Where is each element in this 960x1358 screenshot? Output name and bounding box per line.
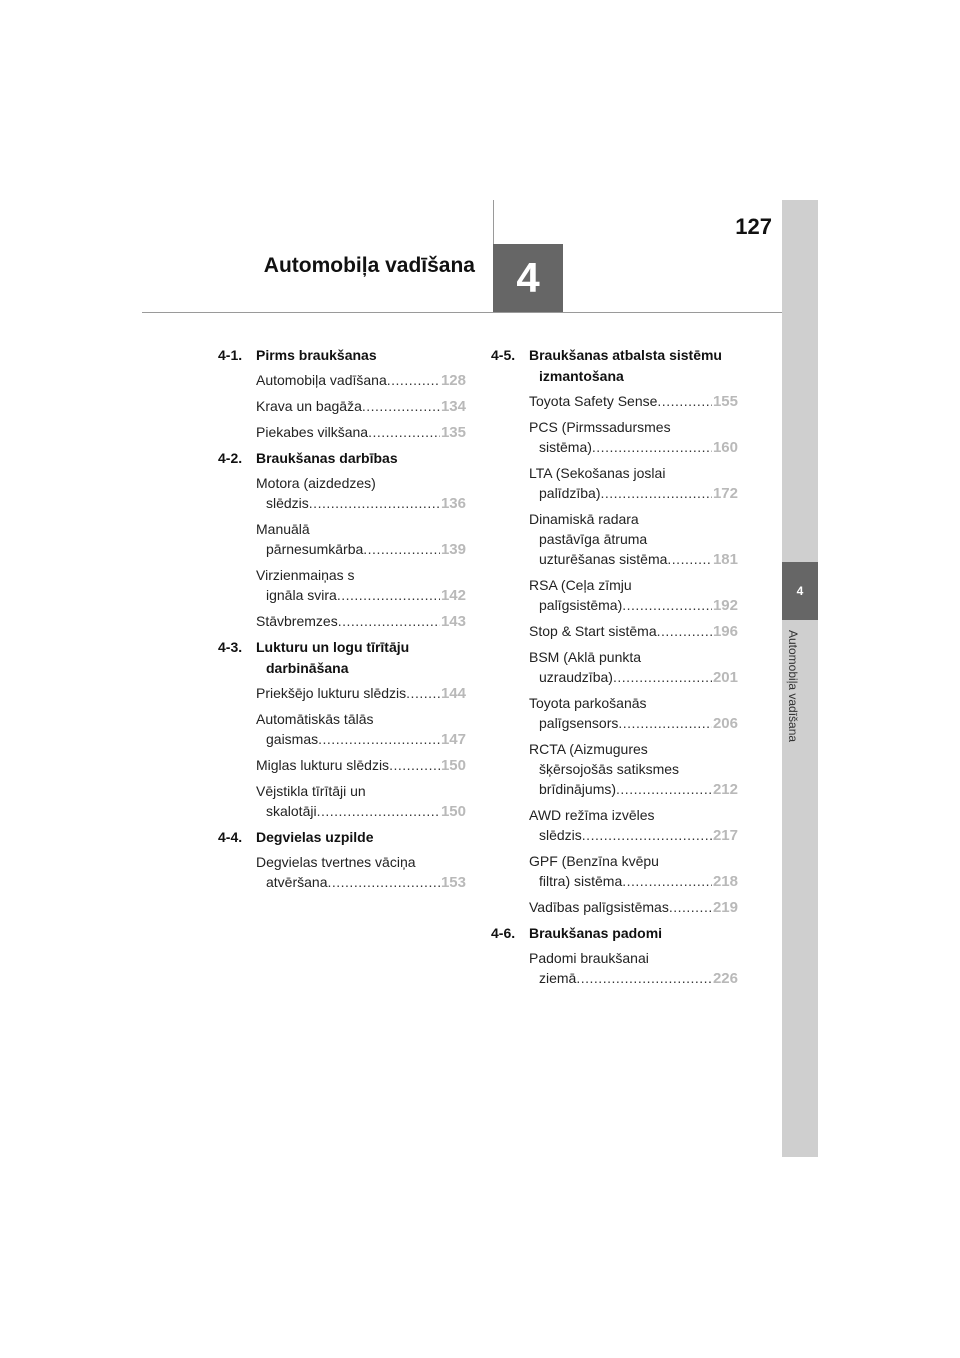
dot-leader	[389, 755, 440, 775]
entry-text-line: pastāvīga ātruma	[539, 531, 648, 547]
entry-text-line: Stāvbremzes	[256, 613, 338, 629]
toc-entry[interactable]	[256, 852, 466, 893]
dot-leader	[337, 585, 440, 605]
entry-last-line	[529, 437, 738, 458]
section-number: 4-4.	[218, 829, 243, 845]
toc-section-heading	[218, 827, 466, 848]
entry-text-line: BSM (Aklā punkta	[529, 649, 642, 665]
toc-entry[interactable]	[256, 611, 466, 632]
dot-leader	[592, 437, 712, 457]
entry-last-line	[256, 755, 466, 776]
entry-text-line: LTA (Sekošanas joslai	[529, 465, 666, 481]
toc-section-heading	[218, 637, 466, 679]
entry-text-line: Virzienmaiņas s	[256, 567, 355, 583]
page-reference-link[interactable]: 217	[712, 827, 738, 844]
entry-text-line: Priekšējo lukturu slēdzis	[256, 685, 407, 701]
entry-text-line: Vadības palīgsistēmas	[529, 899, 669, 915]
page-reference-link[interactable]: 219	[712, 899, 738, 916]
dot-leader	[616, 779, 712, 799]
entry-last-line	[256, 872, 466, 893]
toc-entry[interactable]	[256, 519, 466, 560]
dot-leader	[368, 422, 440, 442]
header-divider-vertical	[493, 200, 494, 244]
toc-entry[interactable]	[529, 948, 738, 989]
entry-text-line: filtra) sistēma	[539, 873, 623, 889]
page-reference-link[interactable]: 142	[440, 587, 466, 604]
entry-text-line: Motora (aizdedzes)	[256, 475, 376, 491]
dot-leader	[387, 370, 440, 390]
page-reference-link[interactable]: 226	[712, 970, 738, 987]
section-title-line: Degvielas uzpilde	[256, 829, 374, 845]
dot-leader	[669, 897, 712, 917]
section-number: 4-2.	[218, 450, 243, 466]
section-number: 4-6.	[491, 925, 516, 941]
entry-text-line: ignāla svira	[266, 587, 337, 603]
toc-right-column	[491, 345, 738, 994]
dot-leader	[576, 968, 712, 988]
dot-leader	[618, 713, 712, 733]
toc-entry[interactable]	[529, 851, 738, 892]
dot-leader	[318, 729, 440, 749]
dot-leader	[338, 611, 440, 631]
entry-text-line: sistēma)	[539, 439, 592, 455]
page-reference-link[interactable]: 181	[712, 551, 738, 568]
entry-last-line	[256, 370, 466, 391]
toc-entry[interactable]	[529, 417, 738, 458]
toc-entry[interactable]	[529, 897, 738, 918]
entry-last-line	[529, 825, 738, 846]
toc-entry[interactable]	[529, 805, 738, 846]
section-title-line: Braukšanas darbības	[256, 450, 398, 466]
dot-leader	[622, 871, 712, 891]
toc-entry[interactable]	[529, 509, 738, 570]
side-tab-number[interactable]: 4	[782, 562, 818, 620]
toc-section-heading	[218, 345, 466, 366]
entry-last-line	[529, 713, 738, 734]
page-reference-link[interactable]: 196	[712, 623, 738, 640]
entry-text-line: Degvielas tvertnes vāciņa	[256, 854, 416, 870]
entry-text-line: Manuālā	[256, 521, 310, 537]
dot-leader	[657, 391, 712, 411]
section-number: 4-3.	[218, 639, 243, 655]
entry-text-line: slēdzis	[539, 827, 582, 843]
dot-leader	[657, 621, 712, 641]
page-reference-link[interactable]: 134	[440, 398, 466, 415]
page-reference-link[interactable]: 201	[712, 669, 738, 686]
entry-text-line: GPF (Benzīna kvēpu	[529, 853, 659, 869]
toc-entry[interactable]	[529, 693, 738, 734]
dot-leader	[582, 825, 712, 845]
toc-section-heading	[491, 345, 738, 387]
section-title-line: Braukšanas padomi	[529, 925, 663, 941]
page-reference-link[interactable]: 212	[712, 781, 738, 798]
entry-last-line	[256, 493, 466, 514]
toc-entry[interactable]	[529, 647, 738, 688]
dot-leader	[667, 549, 712, 569]
chapter-title: Automobiļa vadīšana	[263, 254, 475, 277]
toc-entry[interactable]	[256, 781, 466, 822]
entry-text-line: uzraudzība)	[539, 669, 613, 685]
toc-left-column	[218, 345, 466, 898]
section-number: 4-5.	[491, 347, 516, 363]
entry-text-line: ziemā	[539, 970, 577, 986]
section-title-line: Braukšanas atbalsta sistēmu	[529, 347, 722, 363]
page-reference-link[interactable]: 147	[440, 731, 466, 748]
page-reference-link[interactable]: 150	[440, 803, 466, 820]
page-reference-link[interactable]: 143	[440, 613, 466, 630]
dot-leader	[317, 801, 440, 821]
page-reference-link[interactable]: 218	[712, 873, 738, 890]
entry-text-line: brīdinājums)	[539, 781, 617, 797]
entry-text-line: Automātiskās tālās	[256, 711, 374, 727]
section-title-line: darbināšana	[266, 660, 349, 676]
toc-entry[interactable]	[529, 739, 738, 800]
toc-entry[interactable]	[256, 709, 466, 750]
dot-leader	[613, 667, 712, 687]
entry-last-line	[256, 611, 466, 632]
dot-leader	[327, 872, 439, 892]
entry-last-line	[529, 595, 738, 616]
entry-last-line	[256, 801, 466, 822]
page-reference-link[interactable]: 136	[440, 495, 466, 512]
toc-entry[interactable]	[256, 370, 466, 391]
toc-entry[interactable]	[256, 473, 466, 514]
section-number: 4-1.	[218, 347, 243, 363]
page-reference-link[interactable]: 139	[440, 541, 466, 558]
entry-last-line	[529, 968, 738, 989]
page-reference-link[interactable]: 150	[440, 757, 466, 774]
section-title-line: izmantošana	[539, 368, 624, 384]
entry-last-line	[256, 539, 466, 560]
entry-text-line: Piekabes vilkšana	[256, 424, 369, 440]
entry-last-line	[256, 396, 466, 417]
entry-text-line: gaismas	[266, 731, 319, 747]
entry-text-line: Stop & Start sistēma	[529, 623, 657, 639]
page-reference-link[interactable]: 192	[712, 597, 738, 614]
dot-leader	[622, 595, 712, 615]
entry-text-line: Miglas lukturu slēdzis	[256, 757, 390, 773]
entry-last-line	[529, 483, 738, 504]
entry-text-line: skalotāji	[266, 803, 317, 819]
page-reference-link[interactable]: 155	[712, 393, 738, 410]
entry-text-line: Krava un bagāža	[256, 398, 362, 414]
entry-last-line	[256, 729, 466, 750]
section-title-line: Lukturu un logu tīrītāju	[256, 639, 410, 655]
toc-entry[interactable]	[529, 463, 738, 504]
page-reference-link[interactable]: 153	[440, 874, 466, 891]
dot-leader	[406, 683, 440, 703]
toc-entry[interactable]	[529, 621, 738, 642]
entry-last-line	[529, 621, 738, 642]
page-number: 127	[735, 214, 772, 239]
toc-section-heading	[491, 923, 738, 944]
entry-text-line: AWD režīma izvēles	[529, 807, 655, 823]
entry-text-line: Automobiļa vadīšana	[256, 372, 387, 388]
entry-text-line: Vējstikla tīrītāji un	[256, 783, 366, 799]
entry-last-line	[529, 549, 738, 570]
entry-text-line: pārnesumkārba	[266, 541, 364, 557]
toc-section-heading	[218, 448, 466, 469]
entry-text-line: Toyota parkošanās	[529, 695, 647, 711]
toc-entry[interactable]	[529, 575, 738, 616]
entry-text-line: slēdzis	[266, 495, 309, 511]
section-title-line: Pirms braukšanas	[256, 347, 377, 363]
dot-leader	[309, 493, 440, 513]
toc-entry[interactable]	[256, 565, 466, 606]
dot-leader	[363, 539, 440, 559]
entry-last-line	[256, 683, 466, 704]
entry-last-line	[529, 667, 738, 688]
entry-text-line: RSA (Ceļa zīmju	[529, 577, 632, 593]
page-reference-link[interactable]: 144	[440, 685, 466, 702]
toc-entry[interactable]	[256, 422, 466, 443]
entry-text-line: palīgsistēma)	[539, 597, 623, 613]
page-reference-link[interactable]: 206	[712, 715, 738, 732]
header-divider-horizontal	[142, 312, 782, 313]
page-reference-link[interactable]: 160	[712, 439, 738, 456]
toc-entry[interactable]	[256, 755, 466, 776]
entry-last-line	[256, 585, 466, 606]
entry-text-line: palīdzība)	[539, 485, 601, 501]
entry-text-line: šķērsojošās satiksmes	[539, 761, 680, 777]
toc-entry[interactable]	[529, 391, 738, 412]
entry-text-line: RCTA (Aizmugures	[529, 741, 648, 757]
dot-leader	[600, 483, 711, 503]
entry-last-line	[529, 871, 738, 892]
entry-text-line: uzturēšanas sistēma	[539, 551, 668, 567]
chapter-number-box: 4	[493, 244, 563, 312]
side-tab-label: Automobiļa vadīšana	[786, 630, 800, 743]
entry-last-line	[529, 897, 738, 918]
entry-text-line: Toyota Safety Sense	[529, 393, 658, 409]
dot-leader	[362, 396, 440, 416]
page-reference-link[interactable]: 172	[712, 485, 738, 502]
entry-text-line: PCS (Pirmssadursmes	[529, 419, 671, 435]
toc-entry[interactable]	[256, 683, 466, 704]
entry-text-line: Dinamiskā radara	[529, 511, 639, 527]
toc-entry[interactable]	[256, 396, 466, 417]
entry-last-line	[529, 391, 738, 412]
page-reference-link[interactable]: 135	[440, 424, 466, 441]
entry-last-line	[529, 779, 738, 800]
entry-text-line: atvēršana	[266, 874, 328, 890]
entry-last-line	[256, 422, 466, 443]
page-reference-link[interactable]: 128	[440, 372, 466, 389]
entry-text-line: palīgsensors	[539, 715, 619, 731]
entry-text-line: Padomi braukšanai	[529, 950, 649, 966]
